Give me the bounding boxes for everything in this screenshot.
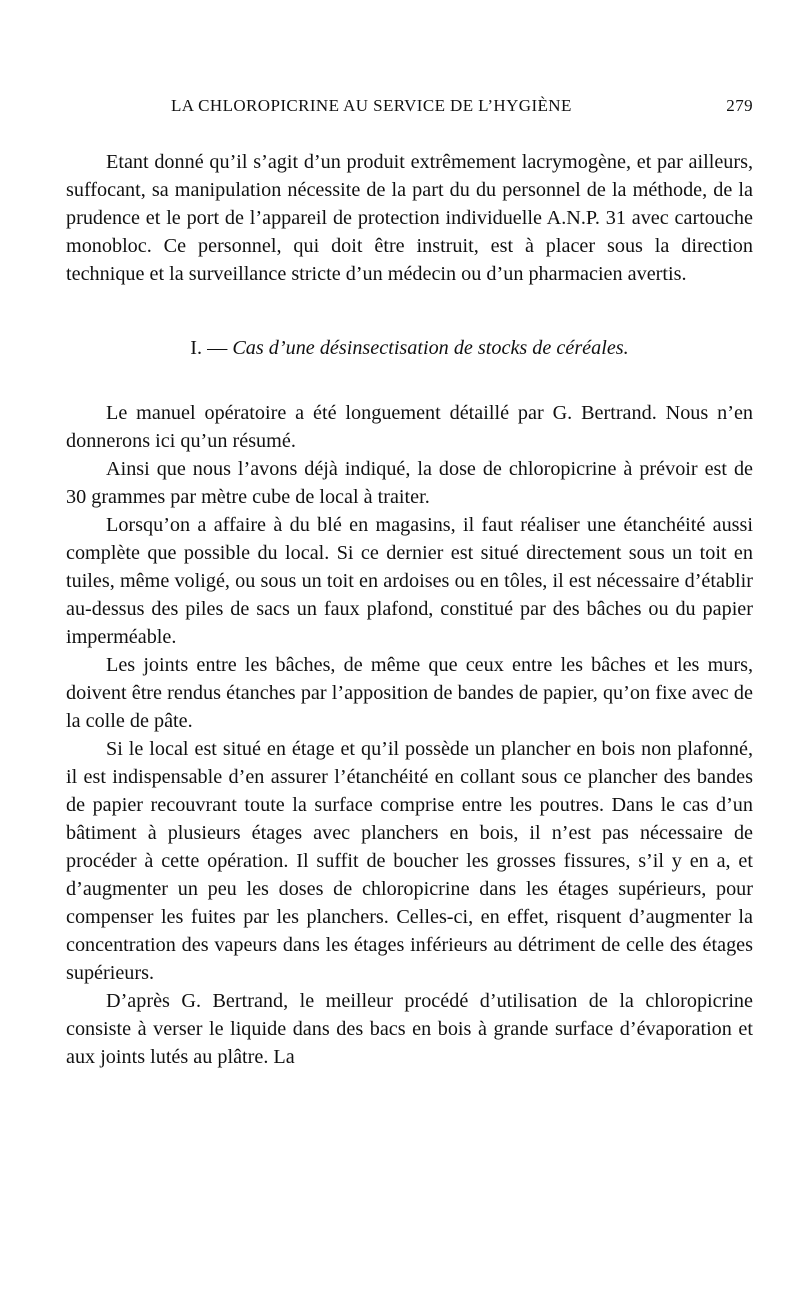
paragraph: Etant donné qu’il s’agit d’un produit extrêmement lacrymogène, et par ailleurs, suffocant, sa manipulation nécessite de la part du du personnel de la méthode, de la prudence et le port de l’appareil de protection individuelle A.N.P. 31 avec cartouche monobloc. Ce personnel, qui doit être instruit, est à placer sous la direction technique et la surveillance stricte d’un médecin ou d’un pharmacien avertis.: [66, 151, 753, 285]
running-title: LA CHLOROPICRINE AU SERVICE DE L’HYGIÈNE: [171, 96, 572, 115]
paragraph: Les joints entre les bâches, de même que ceux entre les bâches et les murs, doivent être rendus étanches par l’apposition de bandes de papier, qu’on fixe avec de la colle de pâte.: [66, 654, 753, 732]
paragraph: Ainsi que nous l’avons déjà indiqué, la dose de chloropicrine à prévoir est de 30 grammes par mètre cube de local à traiter.: [66, 458, 753, 508]
paragraph: D’après G. Bertrand, le meilleur procédé d’utilisation de la chloropicrine consiste à verser le liquide dans des bacs en bois à grande surface d’évaporation et aux joints lutés au plâtre. La: [66, 990, 753, 1068]
paragraph: Si le local est situé en étage et qu’il possède un plancher en bois non plafonné, il est indispensable d’en assurer l’étanchéité en collant sous ce plancher des bandes de papier recouvrant toute la surface comprise entre les poutres. Dans le cas d’un bâtiment à plusieurs étages avec planchers en bois, il n’est pas nécessaire de procéder à cette opération. Il suffit de boucher les grosses fissures, s’il y en a, et d’augmenter un peu les doses de chloropicrine dans les étages supérieurs, pour compenser les fuites par les planchers. Celles-ci, en effet, risquent d’augmenter la concentration des vapeurs dans les étages inférieurs au détriment de celle des étages supérieurs.: [66, 738, 753, 984]
running-header: [66, 96, 753, 126]
paragraph: Le manuel opératoire a été longuement détaillé par G. Bertrand. Nous n’en donnerons ici qu’un résumé.: [66, 402, 753, 452]
book-page: [66, 96, 753, 1071]
section-number: I. —: [190, 337, 228, 359]
section-heading: [66, 334, 753, 362]
page-number: 279: [726, 96, 753, 115]
paragraph: Lorsqu’on a affaire à du blé en magasins, il faut réaliser une étanchéité aussi complète que possible du local. Si ce dernier est situé directement sous un toit en tuiles, même voligé, ou sous un toit en ardoises ou en tôles, il est nécessaire d’établir au-dessus des piles de sacs un faux plafond, constitué par des bâches ou du papier imperméable.: [66, 514, 753, 648]
section-title: Cas d’une désinsectisation de stocks de céréales.: [232, 337, 629, 359]
